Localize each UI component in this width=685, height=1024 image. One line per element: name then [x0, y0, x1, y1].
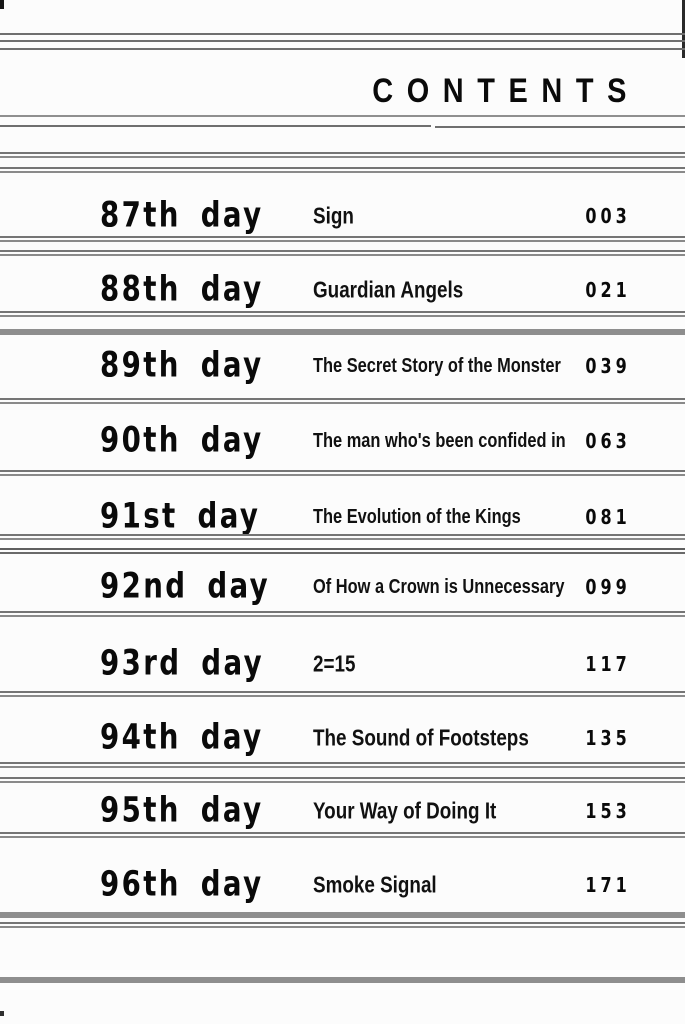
chapter-day-label: 89th day	[100, 345, 264, 386]
page-title: CONTENTS	[372, 72, 640, 110]
divider-thick-line	[0, 329, 685, 335]
divider-double-line	[0, 311, 685, 317]
chapter-day-label: 88th day	[100, 269, 264, 310]
divider-double-line	[0, 762, 685, 768]
chapter-day-label: 94th day	[100, 717, 264, 758]
chapter-title: The Secret Story of the Monster	[313, 355, 561, 377]
toc-row	[0, 345, 685, 386]
toc-row	[0, 420, 685, 461]
toc-row	[0, 790, 685, 831]
divider-double-line	[0, 152, 685, 158]
toc-row	[0, 643, 685, 684]
toc-row	[0, 195, 685, 236]
chapter-day-label: 90th day	[100, 420, 264, 461]
chapter-title: The Sound of Footsteps	[313, 724, 529, 751]
divider-thick-line	[0, 977, 685, 983]
chapter-title: Your Way of Doing It	[313, 797, 497, 824]
chapter-day-label: 87th day	[100, 195, 264, 236]
chapter-page-number: 117	[585, 652, 631, 676]
chapter-day-label: 95th day	[100, 790, 264, 831]
chapter-day-label: 92nd day	[100, 566, 271, 607]
divider-double-line	[0, 250, 685, 256]
chapter-page-number: 099	[585, 575, 631, 599]
chapter-page-number: 153	[585, 799, 631, 823]
chapter-title: The man who's been confided in	[313, 430, 566, 452]
toc-row	[0, 269, 685, 310]
divider-double-line	[0, 548, 685, 554]
divider-double-line	[0, 470, 685, 476]
chapter-day-label: 93rd day	[100, 643, 265, 684]
divider-double-line	[0, 691, 685, 697]
toc-row	[0, 566, 685, 607]
divider-double-line	[0, 167, 685, 173]
chapter-title: Smoke Signal	[313, 871, 437, 898]
chapter-title: Guardian Angels	[313, 276, 464, 303]
toc-row	[0, 496, 685, 537]
chapter-title: The Evolution of the Kings	[313, 506, 521, 528]
chapter-day-label: 91st day	[100, 496, 261, 537]
divider-line	[435, 126, 685, 128]
scan-artifact-bottom-left	[0, 1011, 4, 1016]
toc-row	[0, 717, 685, 758]
chapter-title: Of How a Crown is Unnecessary	[313, 576, 565, 598]
chapter-page-number: 039	[585, 354, 631, 378]
chapter-day-label: 96th day	[100, 864, 264, 905]
chapter-page-number: 081	[585, 505, 631, 529]
chapter-page-number: 063	[585, 429, 631, 453]
divider-double-line	[0, 611, 685, 617]
chapter-page-number: 021	[585, 278, 631, 302]
chapter-title: 2=15	[313, 650, 356, 677]
divider-line	[0, 40, 685, 42]
divider-double-line	[0, 236, 685, 242]
chapter-title: Sign	[313, 202, 354, 229]
chapter-page-number: 135	[585, 726, 631, 750]
divider-line	[0, 48, 685, 50]
divider-line	[0, 33, 685, 35]
divider-line	[0, 115, 685, 117]
divider-double-line	[0, 398, 685, 404]
divider-double-line	[0, 922, 685, 928]
divider-double-line	[0, 832, 685, 838]
toc-row	[0, 864, 685, 905]
divider-double-line	[0, 534, 685, 540]
scan-artifact-top-left	[0, 0, 4, 9]
chapter-page-number: 003	[585, 204, 631, 228]
divider-thick-line	[0, 912, 685, 918]
chapter-page-number: 171	[585, 873, 631, 897]
divider-line	[0, 125, 431, 127]
divider-double-line	[0, 777, 685, 783]
